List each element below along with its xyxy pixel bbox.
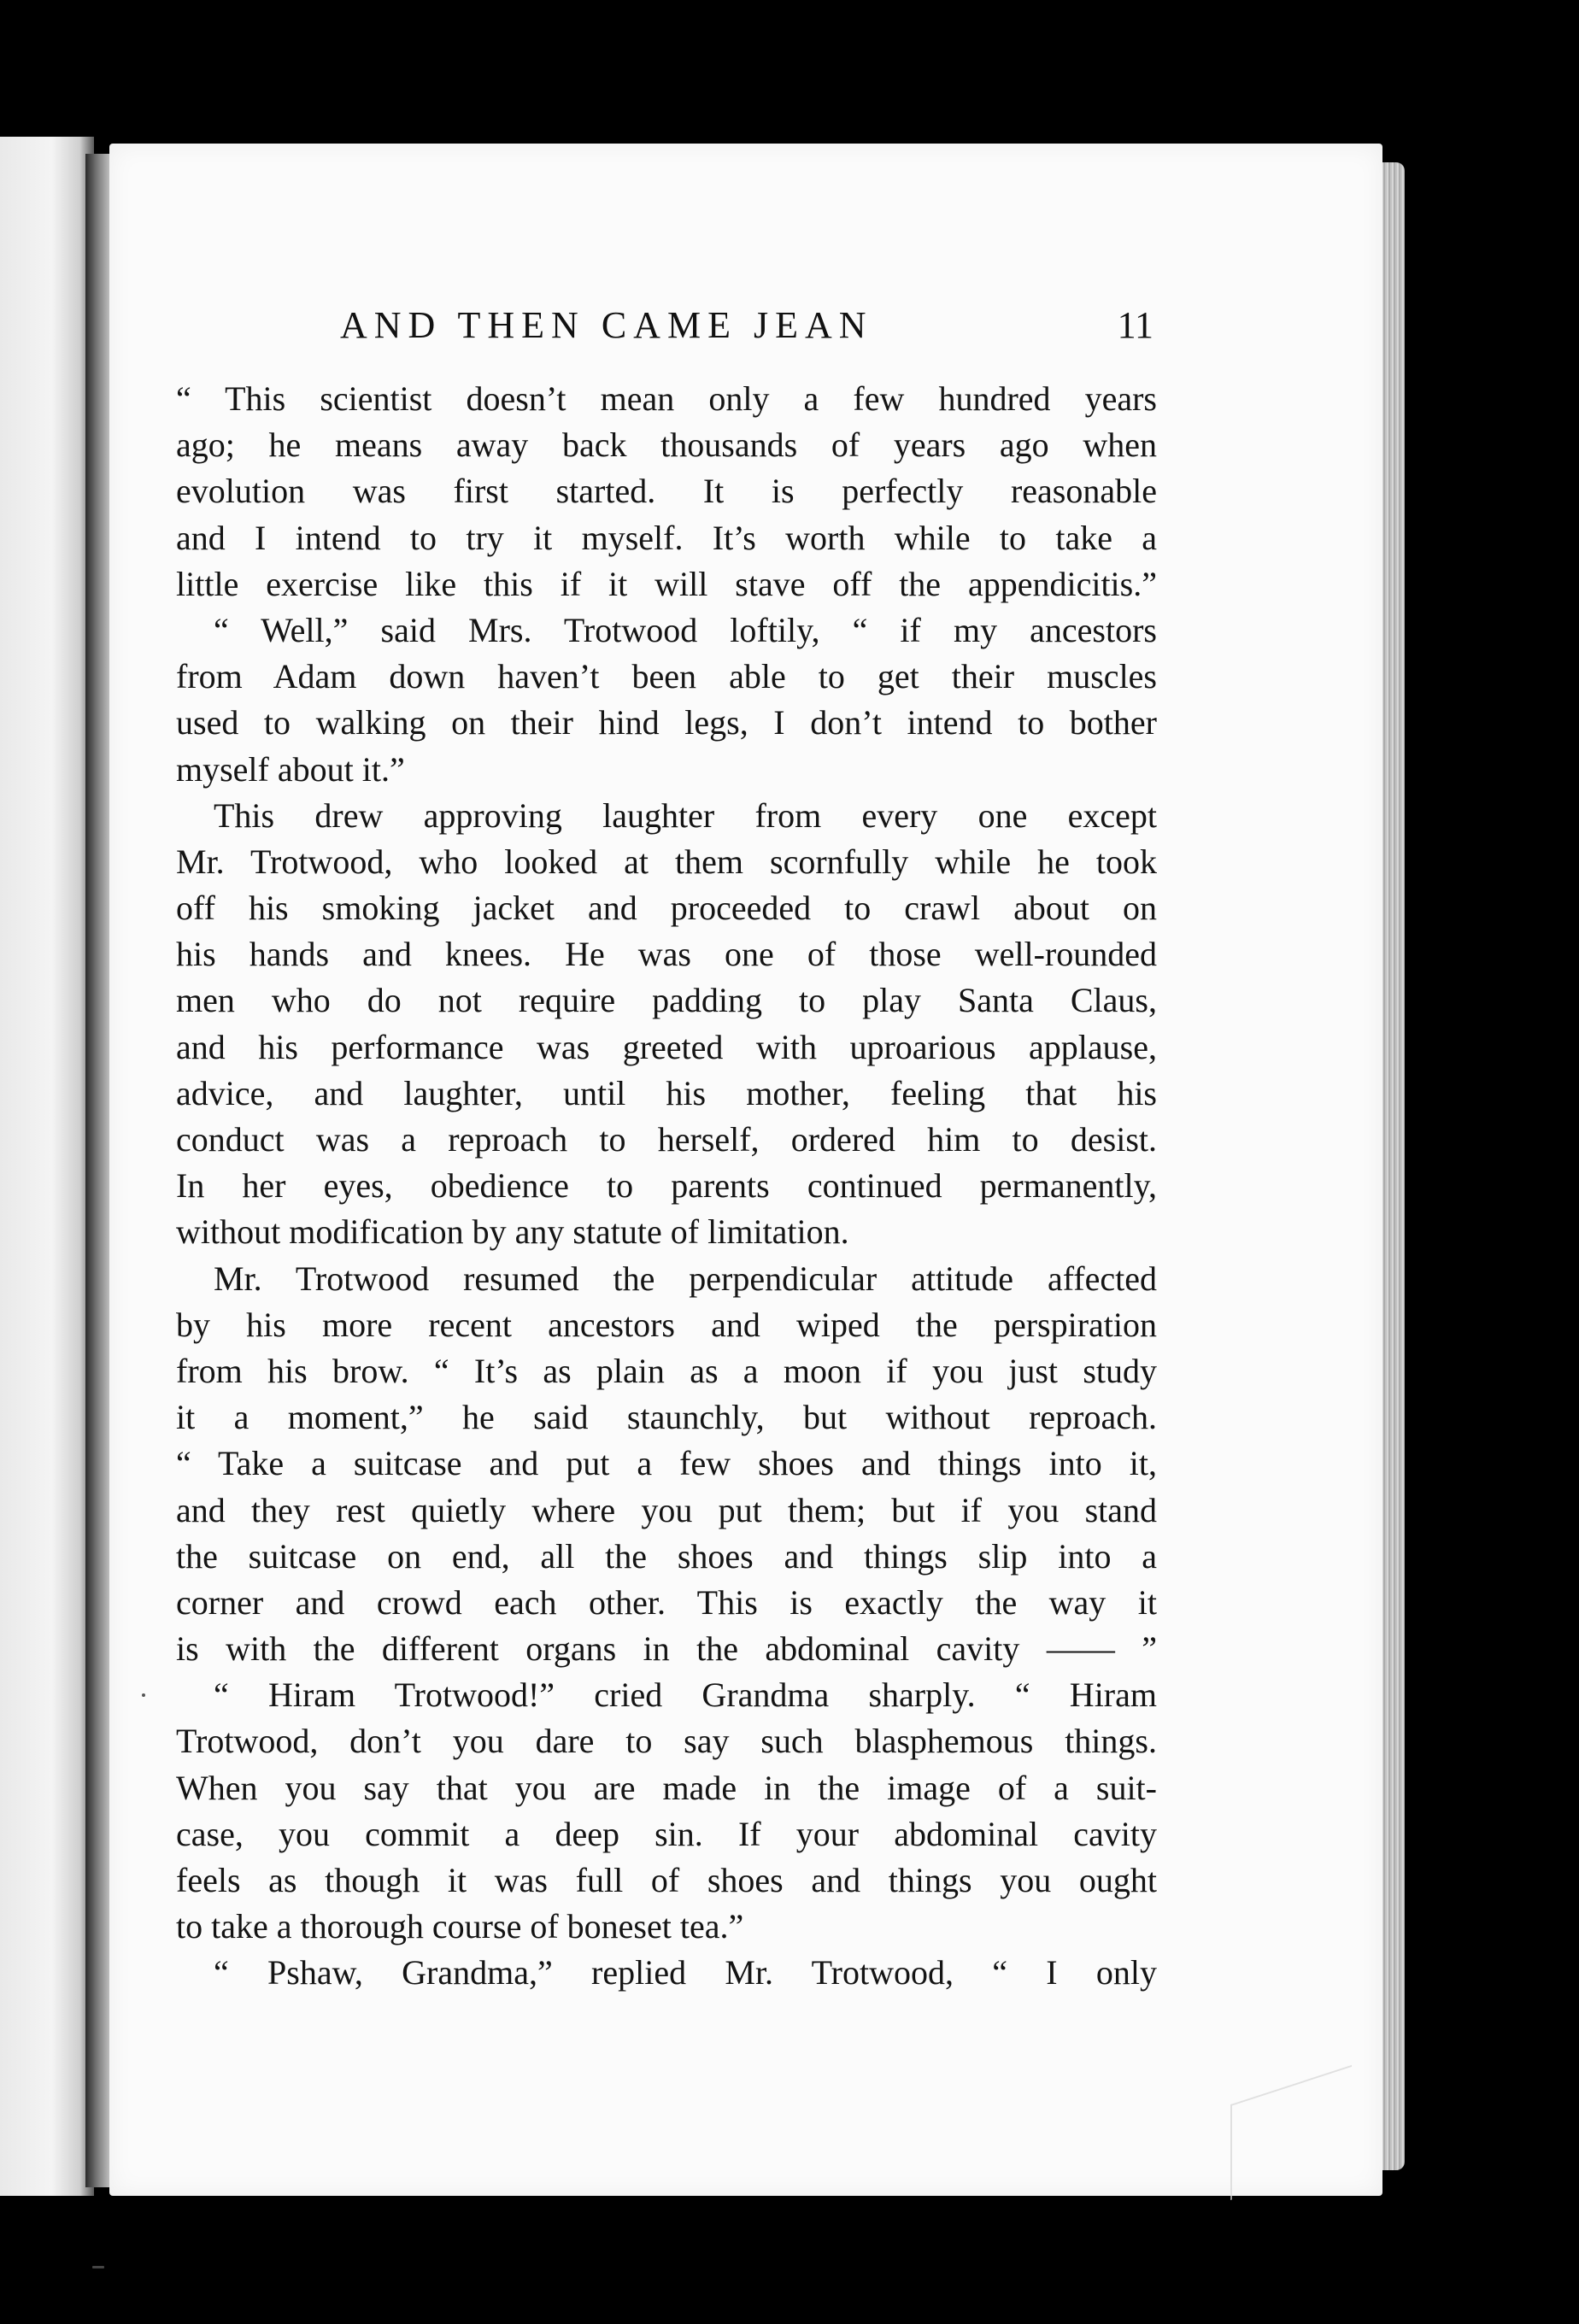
text-line: feels as though it was full of shoes and things you ought bbox=[176, 1861, 1157, 1899]
text-line: from his brow. “ It’s as plain as a moon if you just study bbox=[176, 1351, 1157, 1390]
scan-speck bbox=[142, 1693, 145, 1697]
text-line: advice, and laughter, until his mother, feeling that his bbox=[176, 1073, 1157, 1112]
text-line: myself about it.” bbox=[176, 749, 405, 789]
text-line: by his more recent ancestors and wiped the perspiration bbox=[176, 1305, 1157, 1344]
text-line: little exercise like this if it will stave off the appendicitis.” bbox=[176, 564, 1157, 603]
text-line: Mr. Trotwood, who looked at them scornfully while he took bbox=[176, 842, 1157, 881]
page-header bbox=[340, 303, 1153, 355]
text-line: and they rest quietly where you put them; but if you stand bbox=[176, 1490, 1157, 1529]
text-line: ago; he means away back thousands of years ago when bbox=[176, 425, 1157, 465]
page-number: 11 bbox=[1117, 304, 1153, 346]
text-line: “ Hiram Trotwood!” cried Grandma sharply. “ Hiram bbox=[214, 1676, 1157, 1715]
text-line: corner and crowd each other. This is exactly the way it bbox=[176, 1582, 1157, 1622]
text-line: This drew approving laughter from every one except bbox=[214, 795, 1157, 835]
left-page-edge bbox=[0, 137, 94, 2196]
text-line: Mr. Trotwood resumed the perpendicular attitude affected bbox=[214, 1259, 1157, 1298]
text-line: off his smoking jacket and proceeded to crawl about on bbox=[176, 889, 1157, 928]
text-line: the suitcase on end, all the shoes and things slip into a bbox=[176, 1536, 1157, 1576]
text-line: and his performance was greeted with uproarious applause, bbox=[176, 1027, 1157, 1066]
text-line: to take a thorough course of boneset tea.” bbox=[176, 1907, 744, 1946]
text-line: men who do not require padding to play Santa Claus, bbox=[176, 981, 1157, 1020]
text-line: In her eyes, obedience to parents continued permanently, bbox=[176, 1166, 1157, 1206]
body-text bbox=[176, 376, 1157, 1997]
text-line: his hands and knees. He was one of those well-rounded bbox=[176, 935, 1157, 974]
text-line: used to walking on their hind legs, I don’t intend to bother bbox=[176, 703, 1157, 742]
scan-speck bbox=[92, 2266, 104, 2268]
text-line: it a moment,” he said staunchly, but without reproach. bbox=[176, 1398, 1157, 1437]
text-line: and I intend to try it myself. It’s worth while to take a bbox=[176, 518, 1157, 557]
text-line: “ Well,” said Mrs. Trotwood loftily, “ if my ancestors bbox=[214, 610, 1157, 649]
corner-fold bbox=[1230, 2065, 1352, 2200]
text-line: “ This scientist doesn’t mean only a few hundred years bbox=[176, 379, 1157, 418]
text-line: Trotwood, don’t you dare to say such blasphemous things. bbox=[176, 1722, 1157, 1761]
text-line: case, you commit a deep sin. If your abdominal cavity bbox=[176, 1814, 1157, 1853]
text-line: evolution was first started. It is perfectly reasonable bbox=[176, 472, 1157, 511]
text-line: When you say that you are made in the image of a suit- bbox=[176, 1768, 1157, 1807]
text-line: “ Take a suitcase and put a few shoes and things into it, bbox=[176, 1444, 1157, 1483]
text-line: without modification by any statute of limitation. bbox=[176, 1212, 849, 1252]
text-line: from Adam down haven’t been able to get their muscles bbox=[176, 657, 1157, 696]
text-line: conduct was a reproach to herself, ordered him to desist. bbox=[176, 1120, 1157, 1159]
text-line: “ Pshaw, Grandma,” replied Mr. Trotwood, “ I only bbox=[214, 1953, 1157, 1992]
running-title: AND THEN CAME JEAN bbox=[340, 304, 873, 346]
text-line: is with the different organs in the abdominal cavity —— ” bbox=[176, 1629, 1157, 1669]
